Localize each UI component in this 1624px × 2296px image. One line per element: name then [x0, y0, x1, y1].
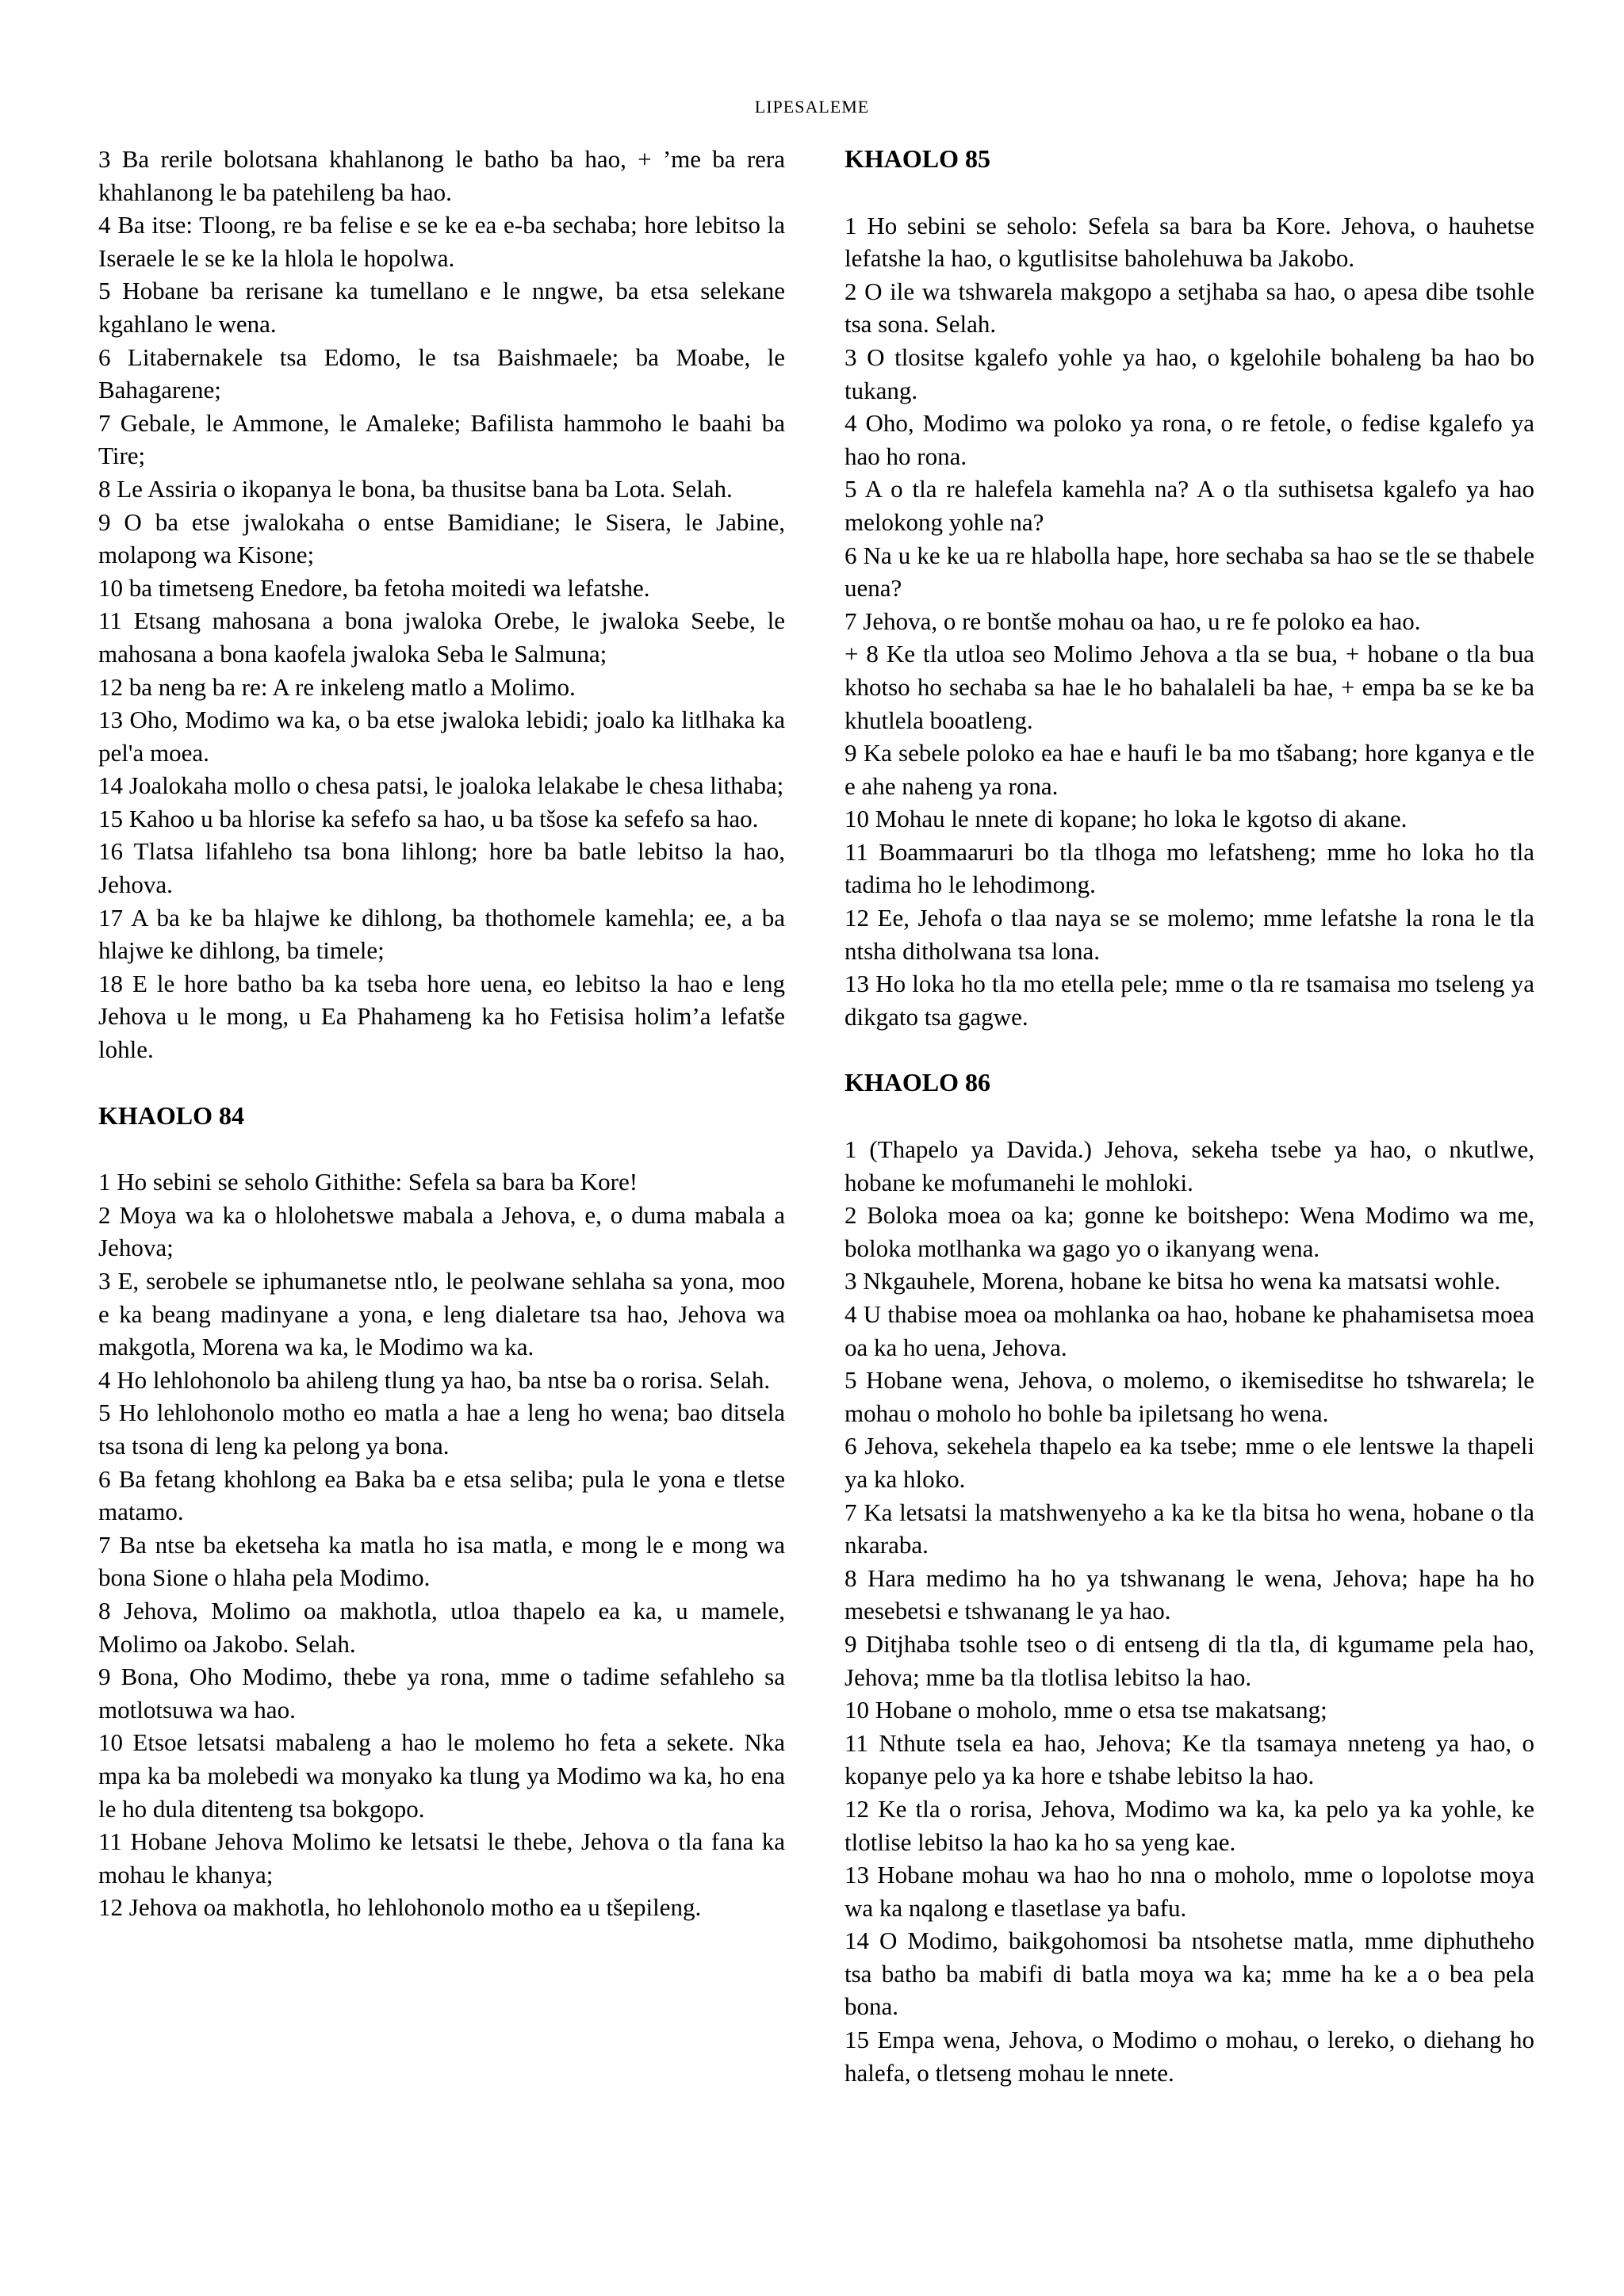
- verse-85-1: 1 Ho sebini se seholo: Sefela sa bara ba Kore. Jehova, o hauhetse lefatshe la hao, o kgutlisitse baholehuwa ba Jakobo.: [845, 211, 1534, 273]
- verse-86-15: 15 Empa wena, Jehova, o Modimo o mohau, o lereko, o diehang ho halefa, o tletseng mohau le nnete.: [845, 2026, 1534, 2087]
- verse-84-9: 9 Bona, Oho Modimo, thebe ya rona, mme o tadime sefahleho sa motlotsuwa wa hao.: [98, 1663, 785, 1724]
- verse-86-11: 11 Nthute tsela ea hao, Jehova; Ke tla tsamaya nneteng ya hao, o kopanye pelo ya ka hore e tshabe lebitso la hao.: [845, 1728, 1534, 1790]
- chapter-heading-86: KHAOLO 86: [845, 1068, 991, 1097]
- verse-86-3: 3 Nkgauhele, Morena, hobane ke bitsa ho wena ka matsatsi wohle.: [845, 1267, 1501, 1295]
- verse-86-2: 2 Boloka moea oa ka; gonne ke boitshepo: Wena Modimo wa me, boloka motlhanka wa gago yo o ikanyang wena.: [845, 1201, 1534, 1262]
- verse-83-14: 14 Joalokaha mollo o chesa patsi, le joaloka lelakabe le chesa lithaba;: [98, 771, 784, 800]
- verse-86-13: 13 Hobane mohau wa hao ho nna o moholo, mme o lopolotse moya wa ka nqalong e tlasetlase ya bafu.: [845, 1861, 1534, 1922]
- verse-85-6: 6 Na u ke ke ua re hlabolla hape, hore sechaba sa hao se tle se thabele uena?: [845, 541, 1534, 603]
- verse-84-6: 6 Ba fetang khohlong ea Baka ba e etsa seliba; pula le yona e tletse matamo.: [98, 1464, 785, 1526]
- verse-83-12: 12 ba neng ba re: A re inkeleng matlo a Molimo.: [98, 672, 576, 701]
- verse-84-4: 4 Ho lehlohonolo ba ahileng tlung ya hao, ba ntse ba o rorisa. Selah.: [98, 1365, 771, 1394]
- verse-83-11: 11 Etsang mahosana a bona jwaloka Orebe, le jwaloka Seebe, le mahosana a bona kaofela jwaloka Seba le Salmuna;: [98, 607, 785, 668]
- verse-83-13: 13 Oho, Modimo wa ka, o ba etse jwaloka lebidi; joalo ka litlhaka ka pel'a moea.: [98, 706, 785, 767]
- verse-83-5: 5 Hobane ba rerisane ka tumellano e le nngwe, ba etsa selekane kgahlano le wena.: [98, 277, 785, 338]
- verse-83-17: 17 A ba ke ba hlajwe ke dihlong, ba thothomele kamehla; ee, a ba hlajwe ke dihlong, ba timele;: [98, 903, 785, 965]
- chapter-84: [98, 1165, 785, 1924]
- verse-84-10: 10 Etsoe letsatsi mabaleng a hao le molemo ho feta a sekete. Nka mpa ka ba molebedi wa monyako ka tlung ya Modimo wa ka, ho ena le ho dula ditenteng tsa bokgopo.: [98, 1728, 785, 1823]
- verse-83-7: 7 Gebale, le Ammone, le Amaleke; Bafilista hammoho le baahi ba Tire;: [98, 408, 785, 470]
- verse-84-7: 7 Ba ntse ba eketseha ka matla ho isa matla, e mong le e mong wa bona Sione o hlaha pela Modimo.: [98, 1530, 785, 1592]
- verse-85-2: 2 O ile wa tshwarela makgopo a setjhaba sa hao, o apesa dibe tsohle tsa sona. Selah.: [845, 277, 1534, 339]
- verse-85-8: + 8 Ke tla utloa seo Molimo Jehova a tla se bua, + hobane o tla bua khotso ho sechaba sa hae le ho bahalaleli ba hae, + empa ba se ke ba khutlela booatleng.: [845, 640, 1534, 734]
- right-column: [845, 143, 1534, 2089]
- verse-86-8: 8 Hara medimo ha ho ya tshwanang le wena, Jehova; hape ha ho mesebetsi e tshwanang le ya hao.: [845, 1563, 1534, 1625]
- verse-86-6: 6 Jehova, sekehela thapelo ea ka tsebe; mme o ele lentswe la thapeli ya ka hloko.: [845, 1432, 1534, 1493]
- verse-84-11: 11 Hobane Jehova Molimo ke letsatsi le thebe, Jehova o tla fana ka mohau le khanya;: [98, 1827, 785, 1888]
- verse-83-16: 16 Tlatsa lifahleho tsa bona lihlong; hore ba batle lebitso la hao, Jehova.: [98, 837, 785, 899]
- verse-86-1: 1 (Thapelo ya Davida.) Jehova, sekeha tsebe ya hao, o nkutlwe, hobane ke mofumanehi le mohloki.: [845, 1135, 1534, 1196]
- verse-84-1: 1 Ho sebini se seholo Githithe: Sefela sa bara ba Kore!: [98, 1168, 638, 1196]
- verse-83-3: 3 Ba rerile bolotsana khahlanong le batho ba hao, + ’me ba rera khahlanong le ba patehileng ba hao.: [98, 145, 785, 206]
- verse-83-4: 4 Ba itse: Tloong, re ba felise e se ke ea e-ba sechaba; hore lebitso la Iseraele le se ke la hlola le hopolwa.: [98, 211, 785, 272]
- left-column: [98, 143, 785, 1924]
- verse-85-4: 4 Oho, Modimo wa poloko ya rona, o re fetole, o fedise kgalefo ya hao ho rona.: [845, 409, 1534, 470]
- verse-85-7: 7 Jehova, o re bontše mohau oa hao, u re fe poloko ea hao.: [845, 607, 1421, 635]
- verse-86-9: 9 Ditjhaba tsohle tseo o di entseng di tla tla, di kgumame pela hao, Jehova; mme ba tla tlotlisa lebitso la hao.: [845, 1629, 1534, 1691]
- verse-86-5: 5 Hobane wena, Jehova, o molemo, o ikemiseditse ho tshwarela; le mohau o moholo ho bohle ba ipiletsang ho wena.: [845, 1366, 1534, 1427]
- verse-86-14: 14 O Modimo, baikgohomosi ba ntsohetse matla, mme diphutheho tsa batho ba mabifi di batla moya wa ka; mme ha ke a o bea pela bona.: [845, 1927, 1534, 2021]
- verse-83-15: 15 Kahoo u ba hlorise ka sefefo sa hao, u ba tšose ka sefefo sa hao.: [98, 804, 759, 832]
- verse-85-13: 13 Ho loka ho tla mo etella pele; mme o tla re tsamaisa mo tseleng ya dikgato tsa gagwe.: [845, 970, 1534, 1031]
- verse-84-2: 2 Moya wa ka o hlolohetswe mabala a Jehova, e, o duma mabala a Jehova;: [98, 1200, 785, 1262]
- verse-83-6: 6 Litabernakele tsa Edomo, le tsa Baishmaele; ba Moabe, le Bahagarene;: [98, 342, 785, 404]
- verse-84-5: 5 Ho lehlohonolo motho eo matla a hae a leng ho wena; bao ditsela tsa tsona di leng ka pelong ya bona.: [98, 1399, 785, 1460]
- verse-84-12: 12 Jehova oa makhotla, ho lehlohonolo motho ea u tšepileng.: [98, 1893, 702, 1922]
- chapter-83-continuation: [98, 143, 785, 1066]
- verse-86-7: 7 Ka letsatsi la matshwenyeho a ka ke tla bitsa ho wena, hobane o tla nkaraba.: [845, 1498, 1534, 1559]
- verse-85-3: 3 O tlositse kgalefo yohle ya hao, o kgelohile bohaleng ba hao bo tukang.: [845, 342, 1534, 404]
- verse-83-8: 8 Le Assiria o ikopanya le bona, ba thusitse bana ba Lota. Selah.: [98, 474, 733, 503]
- verse-83-9: 9 O ba etse jwalokaha o entse Bamidiane; le Sisera, le Jabine, molapong wa Kisone;: [98, 507, 785, 569]
- verse-84-3: 3 E, serobele se iphumanetse ntlo, le peolwane sehlaha sa yona, moo e ka beang madinyane a yona, e leng dialetare tsa hao, Jehova wa makgotla, Morena wa ka, le Modimo wa ka.: [98, 1267, 785, 1361]
- running-head: LIPESALEME: [754, 97, 870, 117]
- verse-85-5: 5 A o tla re halefela kamehla na? A o tla suthisetsa kgalefo ya hao melokong yohle na?: [845, 475, 1534, 536]
- verse-84-8: 8 Jehova, Molimo oa makhotla, utloa thapelo ea ka, u mamele, Molimo oa Jakobo. Selah.: [98, 1596, 785, 1658]
- chapter-85: [845, 209, 1534, 1034]
- verse-85-10: 10 Mohau le nnete di kopane; ho loka le kgotso di akane.: [845, 805, 1408, 833]
- verse-86-10: 10 Hobane o moholo, mme o etsa tse makatsang;: [845, 1696, 1327, 1724]
- chapter-heading-84: KHAOLO 84: [98, 1100, 245, 1130]
- verse-85-11: 11 Boammaaruri bo tla tlhoga mo lefatsheng; mme ho loka ho tla tadima ho le lehodimong.: [845, 837, 1534, 899]
- verse-85-12: 12 Ee, Jehofa o tlaa naya se se molemo; mme lefatshe la rona le tla ntsha ditholwana tsa lona.: [845, 904, 1534, 965]
- verse-86-12: 12 Ke tla o rorisa, Jehova, Modimo wa ka, ka pelo ya ka yohle, ke tlotlise lebitso la hao ka ho sa yeng kae.: [845, 1794, 1534, 1856]
- verse-86-4: 4 U thabise moea oa mohlanka oa hao, hobane ke phahamisetsa moea oa ka ho uena, Jehova.: [845, 1300, 1534, 1361]
- chapter-heading-85: KHAOLO 85: [845, 144, 991, 173]
- verse-83-18: 18 E le hore batho ba ka tseba hore uena, eo lebitso la hao e leng Jehova u le mong, u Ea Phahameng ka ho Fetisisa holim’a lefatše lohle.: [98, 969, 785, 1064]
- verse-85-9: 9 Ka sebele poloko ea hae e haufi le ba mo tšabang; hore kganya e tle e ahe naheng ya rona.: [845, 739, 1534, 800]
- chapter-86: [845, 1133, 1534, 2089]
- verse-83-10: 10 ba timetseng Enedore, ba fetoha moitedi wa lefatshe.: [98, 573, 650, 602]
